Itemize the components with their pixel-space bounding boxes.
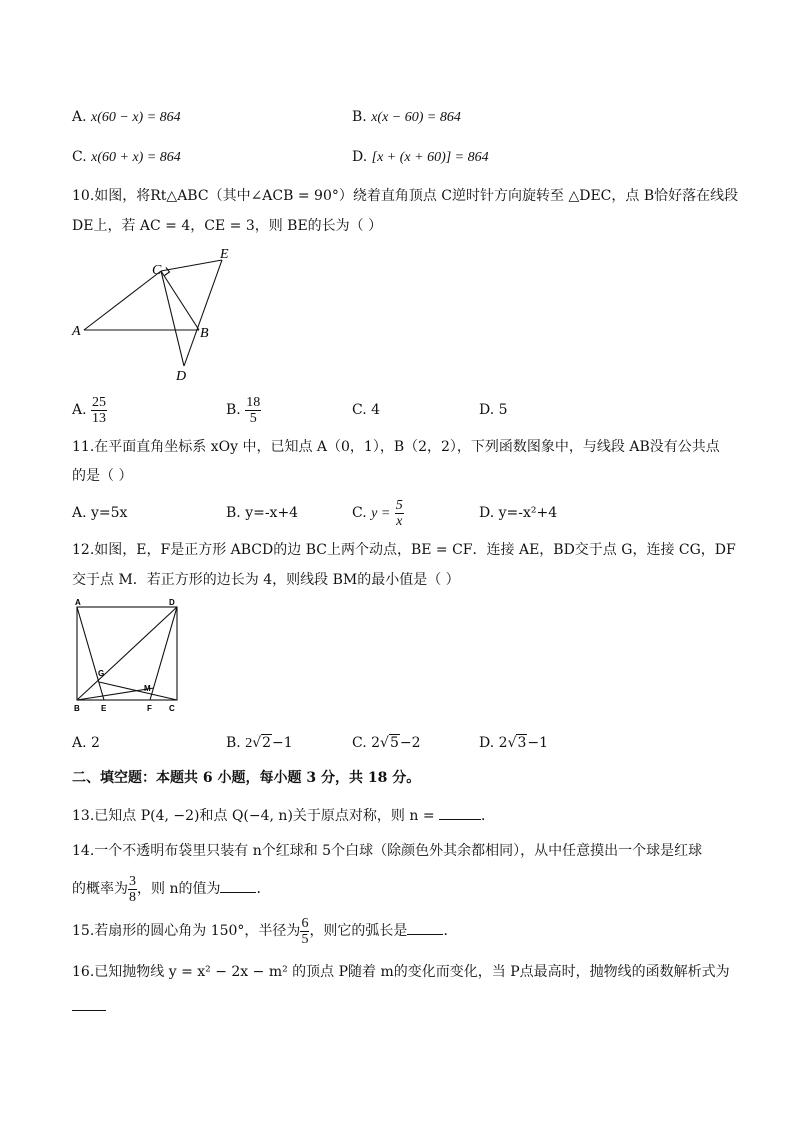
q12-label-E: E <box>101 704 107 713</box>
q13-answer-blank[interactable] <box>439 819 481 820</box>
q10-label-C: C <box>152 263 162 278</box>
q11-option-b: B. y=-x+4 <box>226 505 299 521</box>
q13-stem: 13.已知点 P(4, −2)和点 Q(−4, n)关于原点对称，则 n = ． <box>72 808 496 824</box>
q14-stem-line2: 的概率为 $\frac{3}{8}$ ，则 n的值为 ． <box>72 873 271 905</box>
q9-option-c-expr: x(60 + x) = 864 <box>91 150 181 165</box>
q9-option-c: C. x(60 + x) = 864 <box>72 149 181 165</box>
q10-option-d: D. 5 <box>479 402 508 418</box>
q12-label-M: M <box>144 684 151 693</box>
q10-label-A: A <box>72 324 81 339</box>
q9-option-a-expr: x(60 − x) = 864 <box>91 110 181 125</box>
q16-answer-line <box>72 996 106 1017</box>
q10-figure <box>60 240 250 385</box>
q14-stem-line1: 14.一个不透明布袋里只装有 n个红球和 5个白球（除颜色外其余都相同），从中任意摸出一个球是红球 <box>72 843 703 859</box>
q12-figure <box>68 596 188 718</box>
q12-label-D: D <box>169 598 175 607</box>
q12-label-B: B <box>74 704 80 713</box>
q10-option-c: C. 4 <box>352 402 381 418</box>
q11-stem-line2: 的是（ ） <box>72 468 133 484</box>
q12-stem-line1: 12.如图，E，F是正方形 ABCD的边 BC上两个动点，BE = CF．连接 AE，BD交于点 G，连接 CG，DF <box>72 542 736 558</box>
section-2-title: 二、填空题：本题共 6 小题，每小题 3 分，共 18 分。 <box>72 770 421 786</box>
q10-option-a: A. $\frac{25}{13}$ <box>72 394 107 426</box>
q11-option-c: C. y = $\frac{5}{x}$ <box>352 497 403 529</box>
q9-option-d-expr: [x + (x + 60)] = 864 <box>371 150 489 165</box>
q16-answer-blank[interactable] <box>72 996 106 1011</box>
q15-answer-blank[interactable] <box>407 934 443 935</box>
q9-option-a: A. x(60 − x) = 864 <box>72 109 181 125</box>
q10-label-B: B <box>200 326 209 341</box>
q12-label-G: G <box>98 669 105 678</box>
q15-stem: 15.若扇形的圆心角为 150°，半径为 $\frac{6}{5}$ ，则它的弧长是 ． <box>72 915 458 947</box>
q10-label-E: E <box>220 247 229 262</box>
q12-label-A: A <box>75 598 81 607</box>
q11-option-a: A. y=5x <box>72 505 128 521</box>
q12-label-C: C <box>169 704 175 713</box>
q12-label-F: F <box>147 704 152 713</box>
q11-option-d: D. y=-x²+4 <box>479 505 558 521</box>
q16-stem-line1: 16.已知抛物线 y = x² − 2x − m² 的顶点 P随着 m的变化而变化，当 P点最高时，抛物线的函数解析式为 <box>72 964 730 980</box>
q12-option-b: B. 2√2−1 <box>226 735 293 751</box>
q10-stem-line2: DE上，若 AC = 4，CE = 3，则 BE的长为（ ） <box>72 218 383 234</box>
q9-option-b: B. x(x − 60) = 864 <box>352 109 461 125</box>
q10-label-D: D <box>176 369 187 384</box>
q10-option-b: B. $\frac{18}{5}$ <box>226 394 261 426</box>
q12-option-c: C. 2√5−2 <box>352 735 421 751</box>
q12-stem-line2: 交于点 M．若正方形的边长为 4，则线段 BM的最小值是（ ） <box>72 572 460 588</box>
q11-stem-line1: 11.在平面直角坐标系 xOy 中，已知点 A（0，1），B（2，2），下列函数图象中，与线段 AB没有公共点 <box>72 439 720 455</box>
q12-option-a: A. 2 <box>72 735 100 751</box>
q12-option-d: D. 2√3−1 <box>479 735 549 751</box>
q10-stem-line1: 10.如图，将Rt△ABC（其中∠ACB = 90°）绕着直角顶点 C逆时针方向旋转至 △DEC，点 B恰好落在线段 <box>72 188 739 204</box>
q9-option-d: D. [x + (x + 60)] = 864 <box>352 149 489 165</box>
q14-answer-blank[interactable] <box>220 892 256 893</box>
q9-option-b-expr: x(x − 60) = 864 <box>371 110 461 125</box>
